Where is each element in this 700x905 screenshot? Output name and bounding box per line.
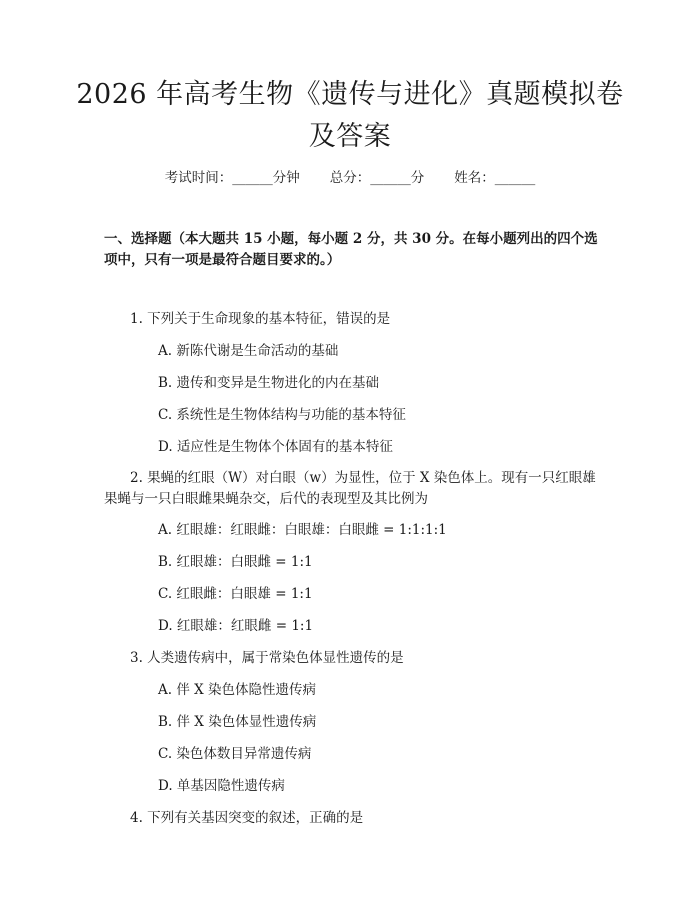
question-option: C. 染色体数目异常遗传病 <box>158 746 312 762</box>
question-option: B. 红眼雄：白眼雌 = 1:1 <box>158 554 313 570</box>
student-name: 姓名：______ <box>454 170 536 186</box>
page-title: 2026 年高考生物《遗传与进化》真题模拟卷及答案 <box>76 79 624 152</box>
section-title: 一、选择题（本大题共 15 小题，每小题 2 分，共 30 分。在每小题列出的四个选项中，只有一项是最符合题目要求的。） <box>104 231 598 268</box>
question-stem: 1. 下列关于生命现象的基本特征，错误的是 <box>130 311 391 327</box>
question-option: B. 伴 X 染色体显性遗传病 <box>158 714 317 730</box>
question-option: B. 遗传和变异是生物进化的内在基础 <box>158 375 380 391</box>
question-option: D. 适应性是生物体个体固有的基本特征 <box>158 439 393 455</box>
question-stem: 4. 下列有关基因突变的叙述，正确的是 <box>130 810 364 826</box>
question-option: A. 红眼雄：红眼雌：白眼雄：白眼雌 = 1:1:1:1 <box>158 522 447 538</box>
exam-time: 考试时间：______分钟 <box>164 170 300 186</box>
question-option: D. 单基因隐性遗传病 <box>158 778 285 794</box>
exam-meta <box>0 168 700 188</box>
question-stem: 2. 果蝇的红眼（W）对白眼（w）为显性，位于 X 染色体上。现有一只红眼雄果蝇与一只白眼雌果蝇杂交，后代的表现型及其比例为 <box>104 470 596 507</box>
question-option: D. 红眼雄：红眼雌 = 1:1 <box>158 618 314 634</box>
total-score: 总分：______分 <box>329 170 425 186</box>
question-stem: 3. 人类遗传病中，属于常染色体显性遗传的是 <box>130 650 404 666</box>
question-option: A. 新陈代谢是生命活动的基础 <box>158 343 339 359</box>
question-option: C. 系统性是生物体结构与功能的基本特征 <box>158 407 406 423</box>
question-option: C. 红眼雌：白眼雄 = 1:1 <box>158 586 313 602</box>
question-option: A. 伴 X 染色体隐性遗传病 <box>158 682 317 698</box>
